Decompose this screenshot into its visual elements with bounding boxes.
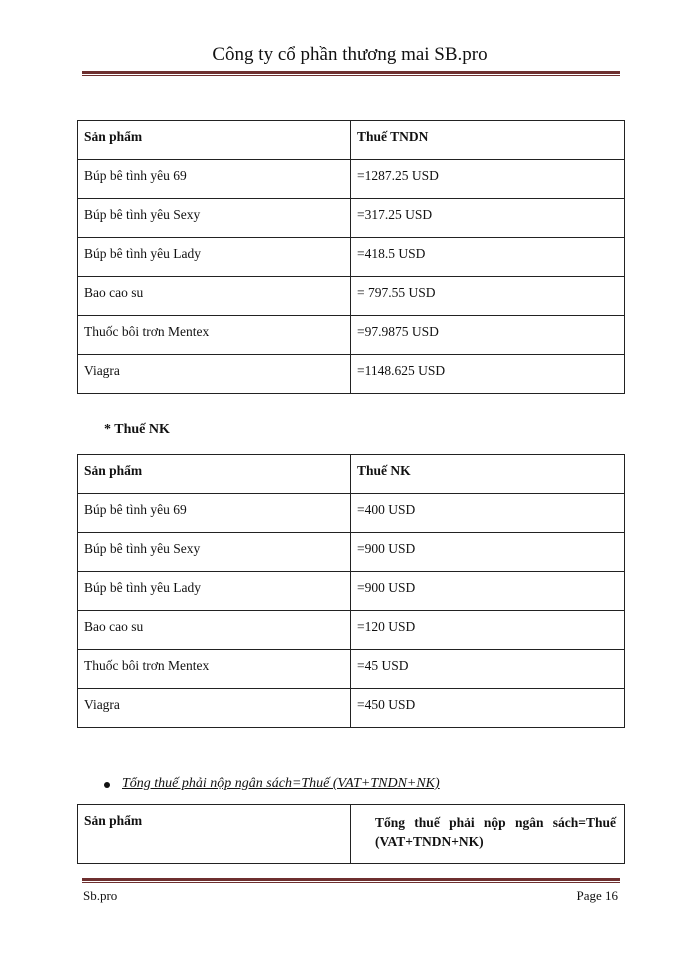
value-cell: =450 USD bbox=[351, 689, 625, 728]
column-header-tndn: Thuế TNDN bbox=[351, 121, 625, 160]
header-rule bbox=[82, 71, 620, 76]
total-tax-table bbox=[77, 804, 625, 864]
page-number: Page 16 bbox=[576, 888, 618, 903]
total-tax-header-line2: (VAT+TNDN+NK) bbox=[375, 834, 484, 849]
value-cell: =400 USD bbox=[351, 494, 625, 533]
product-cell: Thuốc bôi trơn Mentex bbox=[78, 316, 351, 355]
product-cell: Bao cao su bbox=[78, 277, 351, 316]
product-cell: Viagra bbox=[78, 689, 351, 728]
footer-company: Sb.pro bbox=[83, 888, 118, 903]
value-cell: =120 USD bbox=[351, 611, 625, 650]
table-row bbox=[78, 238, 625, 277]
bullet-text: Tổng thuế phải nộp ngân sách=Thuế (VAT+TNDN+NK) bbox=[122, 776, 440, 791]
total-tax-header-line1: Tổng thuế phải nộp ngân sách=Thuế bbox=[375, 815, 616, 830]
table-row bbox=[78, 199, 625, 238]
table-row bbox=[78, 572, 625, 611]
value-cell: =97.9875 USD bbox=[351, 316, 625, 355]
table-row bbox=[78, 689, 625, 728]
value-cell: =1148.625 USD bbox=[351, 355, 625, 394]
value-cell: =1287.25 USD bbox=[351, 160, 625, 199]
column-header-nk: Thuế NK bbox=[351, 455, 625, 494]
table-row bbox=[78, 611, 625, 650]
product-cell: Búp bê tình yêu 69 bbox=[78, 160, 351, 199]
table-header-row bbox=[78, 121, 625, 160]
column-header-total-tax bbox=[351, 805, 625, 864]
value-cell: = 797.55 USD bbox=[351, 277, 625, 316]
product-cell: Viagra bbox=[78, 355, 351, 394]
bullet-item bbox=[104, 776, 440, 792]
tndn-tax-table bbox=[77, 120, 625, 394]
value-cell: =45 USD bbox=[351, 650, 625, 689]
table-row bbox=[78, 160, 625, 199]
table-row bbox=[78, 277, 625, 316]
value-cell: =900 USD bbox=[351, 533, 625, 572]
table-row bbox=[78, 533, 625, 572]
footer-rule bbox=[82, 878, 620, 883]
nk-tax-table bbox=[77, 454, 625, 728]
value-cell: =900 USD bbox=[351, 572, 625, 611]
product-cell: Búp bê tình yêu 69 bbox=[78, 494, 351, 533]
column-header-product: Sản phẩm bbox=[78, 121, 351, 160]
product-cell: Búp bê tình yêu Lady bbox=[78, 572, 351, 611]
product-cell: Búp bê tình yêu Sexy bbox=[78, 533, 351, 572]
table-row bbox=[78, 650, 625, 689]
section-heading-nk: * Thuế NK bbox=[104, 422, 170, 437]
page-header-title: Công ty cổ phần thương mai SB.pro bbox=[212, 44, 488, 65]
table-header-row bbox=[78, 455, 625, 494]
table-row bbox=[78, 316, 625, 355]
column-header-product: Sản phẩm bbox=[78, 805, 351, 864]
value-cell: =317.25 USD bbox=[351, 199, 625, 238]
product-cell: Búp bê tình yêu Sexy bbox=[78, 199, 351, 238]
product-cell: Bao cao su bbox=[78, 611, 351, 650]
table-header-row bbox=[78, 805, 625, 864]
table-row bbox=[78, 494, 625, 533]
product-cell: Búp bê tình yêu Lady bbox=[78, 238, 351, 277]
column-header-product: Sản phẩm bbox=[78, 455, 351, 494]
bullet-dot-icon bbox=[104, 782, 110, 788]
table-row bbox=[78, 355, 625, 394]
value-cell: =418.5 USD bbox=[351, 238, 625, 277]
product-cell: Thuốc bôi trơn Mentex bbox=[78, 650, 351, 689]
